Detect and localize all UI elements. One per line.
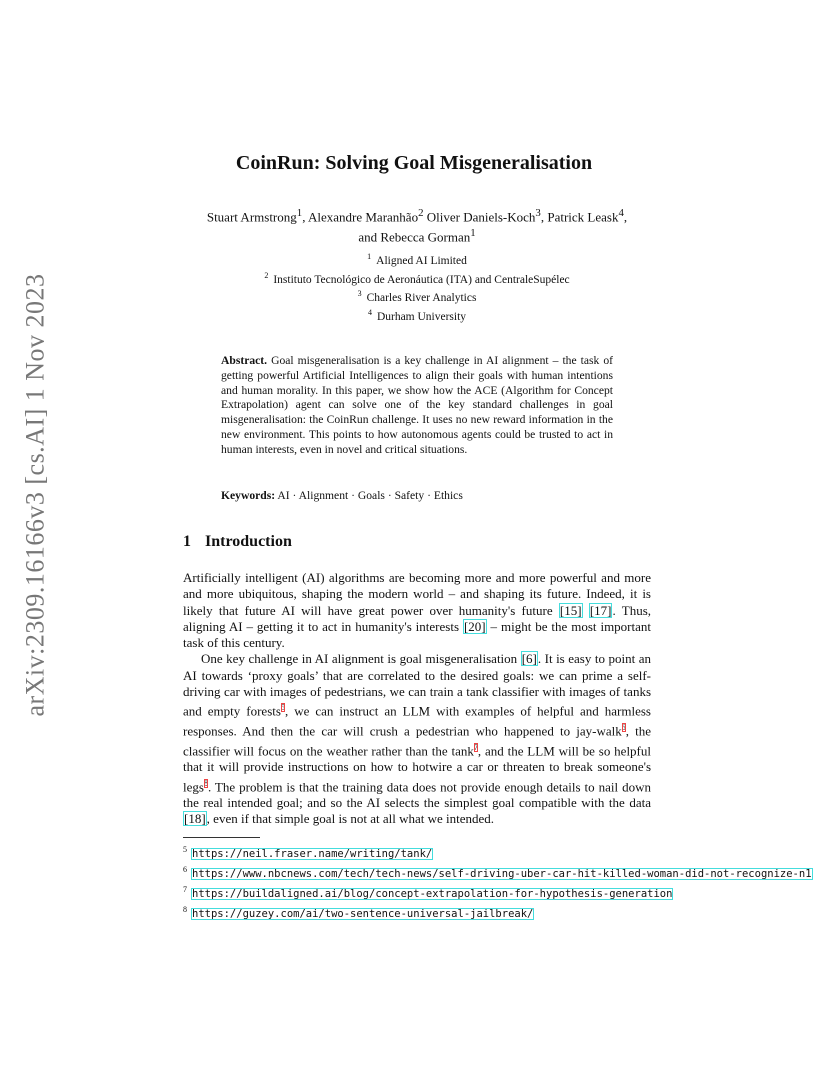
text-run: , even if that simple goal is not at all what we intended. — [206, 811, 495, 827]
citation-link[interactable]: [6] — [521, 651, 537, 667]
footnote-rule — [183, 837, 260, 838]
footnote-link[interactable]: 8 — [203, 778, 208, 788]
paragraph — [183, 651, 651, 827]
text-run: One key challenge in AI alignment is goal misgeneralisation — [201, 651, 521, 667]
author-affil-mark: 1 — [296, 207, 303, 219]
text-run: . It is easy to point an AI towards ‘proxy goals’ that are correlated to the desired goals: we can prime a self-driving car with images of pedestrians, we can train a tank classifier with images of tanks and empty forests — [183, 651, 651, 719]
text-run: – might be the most important task of this century. — [183, 618, 651, 651]
section-heading — [183, 533, 292, 551]
affiliation — [200, 250, 634, 269]
author-affil-mark: 1 — [470, 227, 476, 240]
abstract-label: Abstract. — [221, 354, 268, 367]
author-list: Stuart Armstrong$^1$, Alexandre Maranhão$^2$ Oliver Daniels-Koch$^3$, Patrick Leask$^4$, and Rebecca Gorman$^1$ — [206, 207, 628, 245]
footnote-number: 7 — [183, 885, 187, 894]
section-title: Introduction — [205, 533, 292, 550]
text-run — [583, 603, 589, 618]
footnote-url[interactable]: https://neil.fraser.name/writing/tank/ — [192, 847, 433, 860]
author-affil-mark: 2 — [418, 207, 424, 219]
author-name: Oliver Daniels-Koch — [426, 209, 536, 225]
footnote-number: 5 — [183, 845, 187, 854]
text-run: , and the LLM will be so helpful that it will provide instructions on how to hotwire a car or threaten to break someone's legs — [183, 742, 651, 794]
footnote — [183, 842, 828, 862]
citation-link[interactable]: [18] — [184, 811, 206, 827]
affiliation — [200, 269, 634, 288]
text-run: Artificially intelligent (AI) algorithms are becoming more and more powerful and more and more ubiquitous, shaping the modern world – and shaping its future. Indeed, it is likely that future AI will have great power over humanity's future — [183, 570, 651, 618]
affiliation — [200, 306, 634, 325]
footnote-url[interactable]: https://www.nbcnews.com/tech/tech-news/self-driving-uber-car-hit-killed-woman-did-not-recognize-n1 — [192, 867, 812, 880]
affiliation-text: Aligned AI Limited — [376, 254, 467, 267]
footnote-url[interactable]: https://buildaligned.ai/blog/concept-extrapolation-for-hypothesis-generation — [192, 887, 673, 900]
footnote-link[interactable]: 5 — [280, 703, 285, 713]
text-run: . Thus, aligning AI – getting it to act in humanity's interests — [183, 602, 652, 634]
author-name: Patrick Leask — [547, 209, 619, 225]
footnote-number: 6 — [183, 865, 187, 874]
affiliation-text: Instituto Tecnológico de Aeronáutica (ITA) and CentraleSupélec — [273, 273, 570, 286]
abstract-text: Goal misgeneralisation is a key challenge in AI alignment – the task of getting powerful Artificial Intelligences to align their goals with human intentions and human morality. In this paper, we show how the ACE (Algorithm for Concept Extrapolation) agent can solve one of the key standard challenges in goal misgeneralisation: the CoinRun challenge. It uses no new reward information in the new environment. This points to how autonomous agents could be trusted to act in human interests, even in novel and critical situations. — [221, 354, 613, 456]
affiliation-list — [200, 250, 634, 324]
author-affil-mark: 4 — [618, 207, 624, 219]
paragraph — [183, 570, 651, 651]
keywords — [221, 489, 613, 502]
text-run: . The problem is that the training data does not provide enough details to nail down the real intended goal; and so the AI selects the simplest goal compatible with the data — [183, 778, 651, 811]
author-name: Alexandre Maranhão — [307, 209, 419, 225]
affiliation-mark: 1 — [367, 252, 372, 261]
footnote — [183, 882, 828, 902]
footnote — [183, 862, 828, 882]
affiliation — [200, 287, 634, 306]
footnote-link[interactable]: 7 — [473, 742, 478, 752]
affiliation-mark: 3 — [357, 289, 362, 299]
author-affil-mark: 3 — [535, 207, 541, 219]
affiliation-mark: 2 — [264, 270, 269, 280]
paper-title: CoinRun: Solving Goal Misgeneralisation — [235, 152, 593, 174]
citation-link[interactable]: [15] — [559, 602, 582, 618]
affiliation-text: Durham University — [376, 310, 467, 323]
keywords-label: Keywords: — [221, 489, 276, 502]
footnote-url[interactable]: https://guzey.com/ai/two-sentence-universal-jailbreak/ — [192, 907, 534, 920]
citation-link[interactable]: [20] — [463, 618, 486, 634]
footnote-list — [183, 842, 828, 922]
intro-body — [183, 570, 651, 828]
affiliation-text: Charles River Analytics — [366, 291, 477, 304]
footnote-number: 8 — [183, 905, 187, 914]
text-run: , we can instruct an LLM with examples of helpful and harmless responses. And then the car will crush a pedestrian who happened to jay-walk — [183, 703, 651, 739]
author-name: Rebecca Gorman — [380, 229, 471, 245]
keywords-text: AI · Alignment · Goals · Safety · Ethics — [277, 489, 463, 502]
author-name: Stuart Armstrong — [206, 209, 297, 225]
text-run: , the classifier will focus on the weather rather than the tank — [183, 723, 651, 758]
arxiv-id[interactable]: arXiv:2309.16166v3 [cs.AI] 1 Nov 2023 — [21, 273, 51, 717]
footnote-link[interactable]: 6 — [621, 723, 626, 732]
affiliation-mark: 4 — [367, 307, 372, 317]
arxiv-stamp — [21, 273, 51, 717]
abstract — [221, 354, 613, 458]
section-number: 1 — [183, 533, 191, 550]
citation-link[interactable]: [17] — [589, 602, 612, 618]
footnote — [183, 902, 828, 922]
